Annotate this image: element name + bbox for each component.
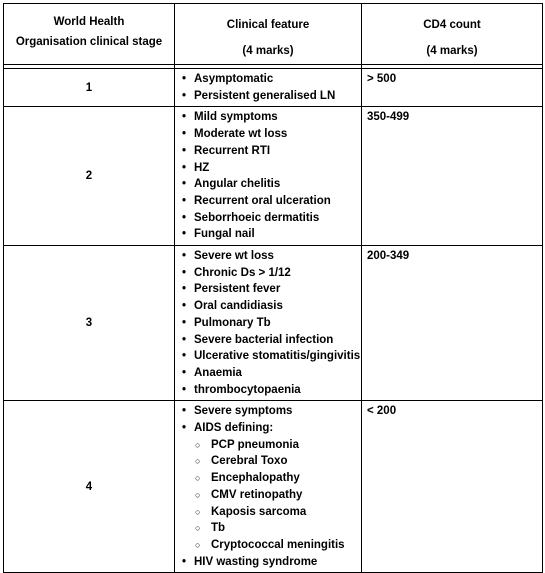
- list-item: [175, 420, 361, 554]
- sub-list-item: ○ PCP pneumonia: [194, 437, 361, 454]
- sub-list-item: ○ Cryptococcal meningitis: [194, 537, 361, 554]
- header-row: [4, 4, 543, 65]
- cd4-value: 200-349: [362, 246, 543, 401]
- list-item: • Chronic Ds > 1/12: [175, 265, 361, 282]
- list-item: • Angular chelitis: [175, 176, 361, 193]
- cd4-value: > 500: [362, 69, 543, 107]
- cd4-value: 350-499: [362, 107, 543, 246]
- cd4-value: < 200: [362, 401, 543, 573]
- feature-list: [175, 107, 361, 245]
- feature-cell: [175, 69, 362, 107]
- sub-list-item: ○ Kaposis sarcoma: [194, 504, 361, 521]
- list-item: • Severe wt loss: [175, 248, 361, 265]
- sub-list-item: ○ Tb: [194, 520, 361, 537]
- feature-cell: [175, 246, 362, 401]
- table-row: [4, 246, 543, 401]
- header-cd4-line2: (4 marks): [426, 45, 478, 57]
- sub-list-item: ○ Cerebral Toxo: [194, 453, 361, 470]
- feature-cell: [175, 401, 362, 573]
- list-item: • HZ: [175, 160, 361, 177]
- header-feature: [175, 4, 362, 65]
- list-item: • Recurrent oral ulceration: [175, 193, 361, 210]
- header-stage-line2: Organisation clinical stage: [15, 36, 163, 48]
- list-item: • Fungal nail: [175, 226, 361, 243]
- stage-number: 2: [4, 107, 175, 246]
- list-item: • Pulmonary Tb: [175, 315, 361, 332]
- header-cd4: [362, 4, 543, 65]
- table-row: [4, 107, 543, 246]
- header-stage-line1: World Health: [53, 16, 125, 28]
- list-item: • Persistent fever: [175, 281, 361, 298]
- list-item: • HIV wasting syndrome: [175, 554, 361, 571]
- table-row: [4, 69, 543, 107]
- header-feature-line2: (4 marks): [242, 45, 294, 57]
- header-feature-line1: Clinical feature: [226, 19, 310, 31]
- table-row: [4, 401, 543, 573]
- sub-list-item: ○ CMV retinopathy: [194, 487, 361, 504]
- aids-defining-label: AIDS defining:: [194, 422, 274, 435]
- list-item: • Mild symptoms: [175, 109, 361, 126]
- list-item: • Oral candidiasis: [175, 298, 361, 315]
- feature-list: [175, 401, 361, 572]
- list-item: • Recurrent RTI: [175, 143, 361, 160]
- list-item: • Severe symptoms: [175, 403, 361, 420]
- stage-number: 1: [4, 69, 175, 107]
- feature-cell: [175, 107, 362, 246]
- list-item: • thrombocytopaenia: [175, 382, 361, 399]
- header-stage: [4, 4, 175, 65]
- stage-number: 3: [4, 246, 175, 401]
- list-item: • Severe bacterial infection: [175, 332, 361, 349]
- aids-defining-list: [194, 437, 361, 554]
- list-item: • Ulcerative stomatitis/gingivitis: [175, 348, 361, 365]
- header-cd4-line1: CD4 count: [423, 19, 481, 31]
- list-item: • Seborrhoeic dermatitis: [175, 210, 361, 227]
- list-item: • Persistent generalised LN: [175, 88, 361, 105]
- who-staging-table: [3, 3, 543, 573]
- list-item: • Moderate wt loss: [175, 126, 361, 143]
- sub-list-item: ○ Encephalopathy: [194, 470, 361, 487]
- list-item: • Anaemia: [175, 365, 361, 382]
- list-item: • Asymptomatic: [175, 71, 361, 88]
- stage-number: 4: [4, 401, 175, 573]
- feature-list: [175, 246, 361, 400]
- feature-list: [175, 69, 361, 106]
